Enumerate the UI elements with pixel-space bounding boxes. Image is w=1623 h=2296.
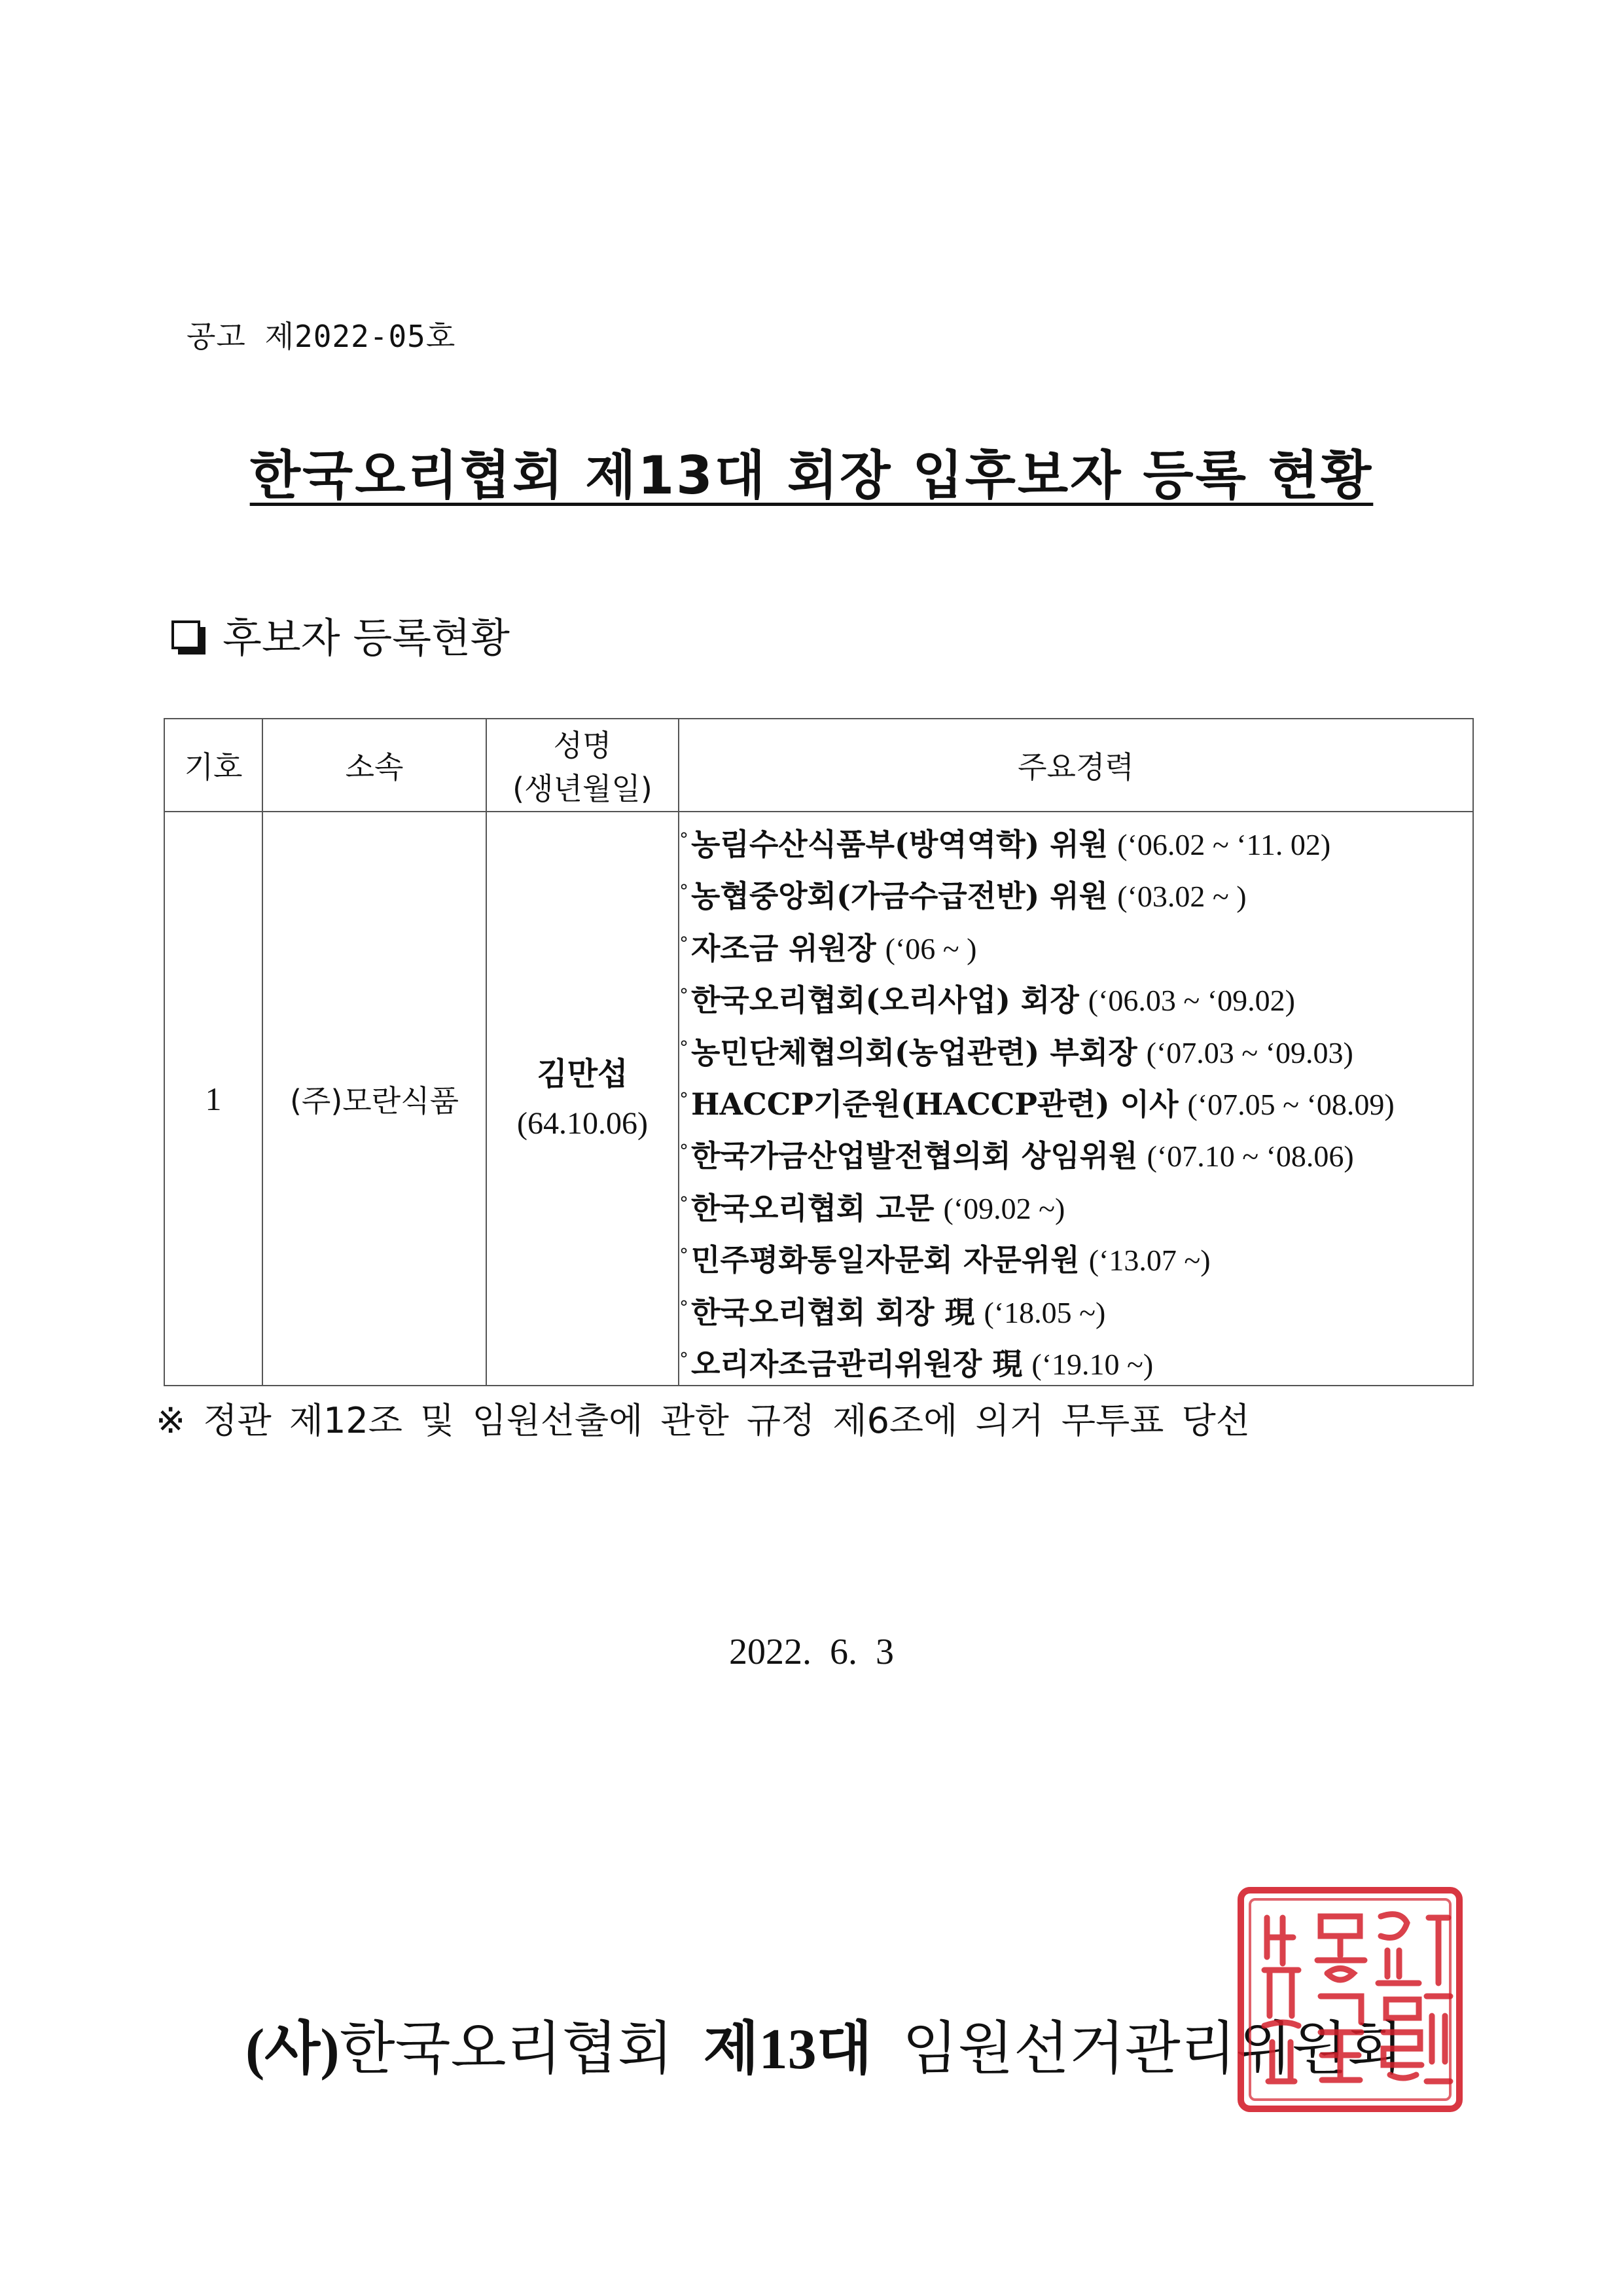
career-period: (‘19.10 ~) bbox=[1031, 1347, 1154, 1381]
career-period: (‘06.02 ~ ‘11. 02) bbox=[1117, 828, 1331, 861]
career-period: (‘13.07 ~) bbox=[1088, 1244, 1211, 1278]
candidate-name: 김만섭 bbox=[537, 1055, 628, 1092]
career-item: °한국오리협회(오리사업) 회장 (‘06.03 ~ ‘09.02) bbox=[679, 982, 1295, 1018]
notice-number: 공고 제2022-05호 bbox=[187, 319, 456, 354]
career-name: 농협중앙회(가금수급전반) 위원 bbox=[691, 878, 1109, 914]
career-item: °농림수산식품부(방역역학) 위원 (‘06.02 ~ ‘11. 02) bbox=[679, 827, 1331, 862]
career-name: 자조금 위원장 bbox=[691, 930, 876, 966]
issuer-prefix: (사) bbox=[245, 2018, 340, 2081]
issuer-committee: 임원선거관리위원회 bbox=[902, 2015, 1403, 2082]
candidate-name-cell bbox=[486, 812, 679, 1386]
header-affiliation: 소속 bbox=[262, 719, 486, 812]
issuer-term: 제13대 bbox=[703, 2018, 872, 2081]
checkbox-bullet-icon bbox=[171, 620, 200, 649]
career-item: °오리자조금관리위원장 現 (‘19.10 ~) bbox=[679, 1346, 1154, 1382]
career-item: °한국오리협회 회장 現 (‘18.05 ~) bbox=[679, 1294, 1106, 1330]
candidate-table bbox=[164, 718, 1474, 1386]
table-row bbox=[164, 812, 1473, 1386]
issuer-name: 한국오리협회 bbox=[339, 2015, 673, 2082]
career-item: °민주평화통일자문회 자문위원 (‘13.07 ~) bbox=[679, 1242, 1211, 1278]
career-period: (‘09.02 ~) bbox=[943, 1191, 1065, 1225]
header-name-line2: (생년월일) bbox=[512, 771, 652, 806]
career-period: (‘18.05 ~) bbox=[984, 1295, 1106, 1329]
career-period: (‘06 ~ ) bbox=[885, 931, 977, 965]
header-name bbox=[486, 719, 679, 812]
career-period: (‘07.10 ~ ‘08.06) bbox=[1147, 1139, 1354, 1174]
section-heading bbox=[171, 605, 510, 664]
section-heading-text: 후보자 등록현황 bbox=[223, 614, 510, 662]
career-name: 한국오리협회(오리사업) 회장 bbox=[691, 982, 1079, 1018]
career-name: 농민단체협의회(농업관련) 부회장 bbox=[691, 1034, 1137, 1070]
career-item: °농민단체협의회(농업관련) 부회장 (‘07.03 ~ ‘09.03) bbox=[679, 1034, 1353, 1070]
career-name: 농림수산식품부(방역역학) 위원 bbox=[691, 827, 1109, 862]
career-name: HACCP기준원(HACCP관련) 이사 bbox=[691, 1086, 1179, 1122]
candidate-number: 1 bbox=[164, 812, 262, 1386]
header-career: 주요경력 bbox=[679, 719, 1473, 812]
table-header-row bbox=[164, 719, 1473, 812]
candidate-affiliation: (주)모란식품 bbox=[262, 812, 486, 1386]
career-period: (‘06.03 ~ ‘09.02) bbox=[1088, 984, 1295, 1018]
issuer-line bbox=[245, 2003, 1403, 2085]
career-name: 한국가금산업발전협의회 상임위원 bbox=[691, 1138, 1138, 1174]
header-no: 기호 bbox=[164, 719, 262, 812]
career-name: 오리자조금관리위원장 現 bbox=[691, 1346, 1023, 1382]
career-item: °한국오리협회 고문 (‘09.02 ~) bbox=[679, 1190, 1065, 1226]
career-period: (‘07.05 ~ ‘08.09) bbox=[1187, 1087, 1395, 1121]
candidate-birthdate: (64.10.06) bbox=[517, 1105, 648, 1141]
footnote: ※ 정관 제12조 및 임원선출에 관한 규정 제6조에 의거 무투표 당선 bbox=[156, 1400, 1250, 1441]
career-period: (‘07.03 ~ ‘09.03) bbox=[1146, 1035, 1353, 1069]
issue-date: 2022. 6. 3 bbox=[729, 1632, 894, 1672]
career-period: (‘03.02 ~ ) bbox=[1117, 880, 1247, 914]
career-item: °자조금 위원장 (‘06 ~ ) bbox=[679, 930, 977, 966]
official-seal-icon bbox=[1236, 1885, 1465, 2114]
document-title bbox=[0, 433, 1623, 509]
career-item: °농협중앙회(가금수급전반) 위원 (‘03.02 ~ ) bbox=[679, 878, 1247, 914]
career-item: °한국가금산업발전협의회 상임위원 (‘07.10 ~ ‘08.06) bbox=[679, 1138, 1354, 1174]
header-name-line1: 성명 bbox=[553, 728, 612, 763]
career-cell bbox=[679, 812, 1473, 1386]
career-name: 한국오리협회 고문 bbox=[691, 1190, 935, 1226]
career-item: °HACCP기준원(HACCP관련) 이사 (‘07.05 ~ ‘08.09) bbox=[679, 1086, 1395, 1122]
career-name: 한국오리협회 회장 現 bbox=[691, 1294, 975, 1330]
career-list bbox=[679, 812, 1472, 1385]
career-name: 민주평화통일자문회 자문위원 bbox=[691, 1242, 1080, 1278]
document-title-text: 한국오리협회 제13대 회장 입후보자 등록 현황 bbox=[249, 445, 1374, 506]
